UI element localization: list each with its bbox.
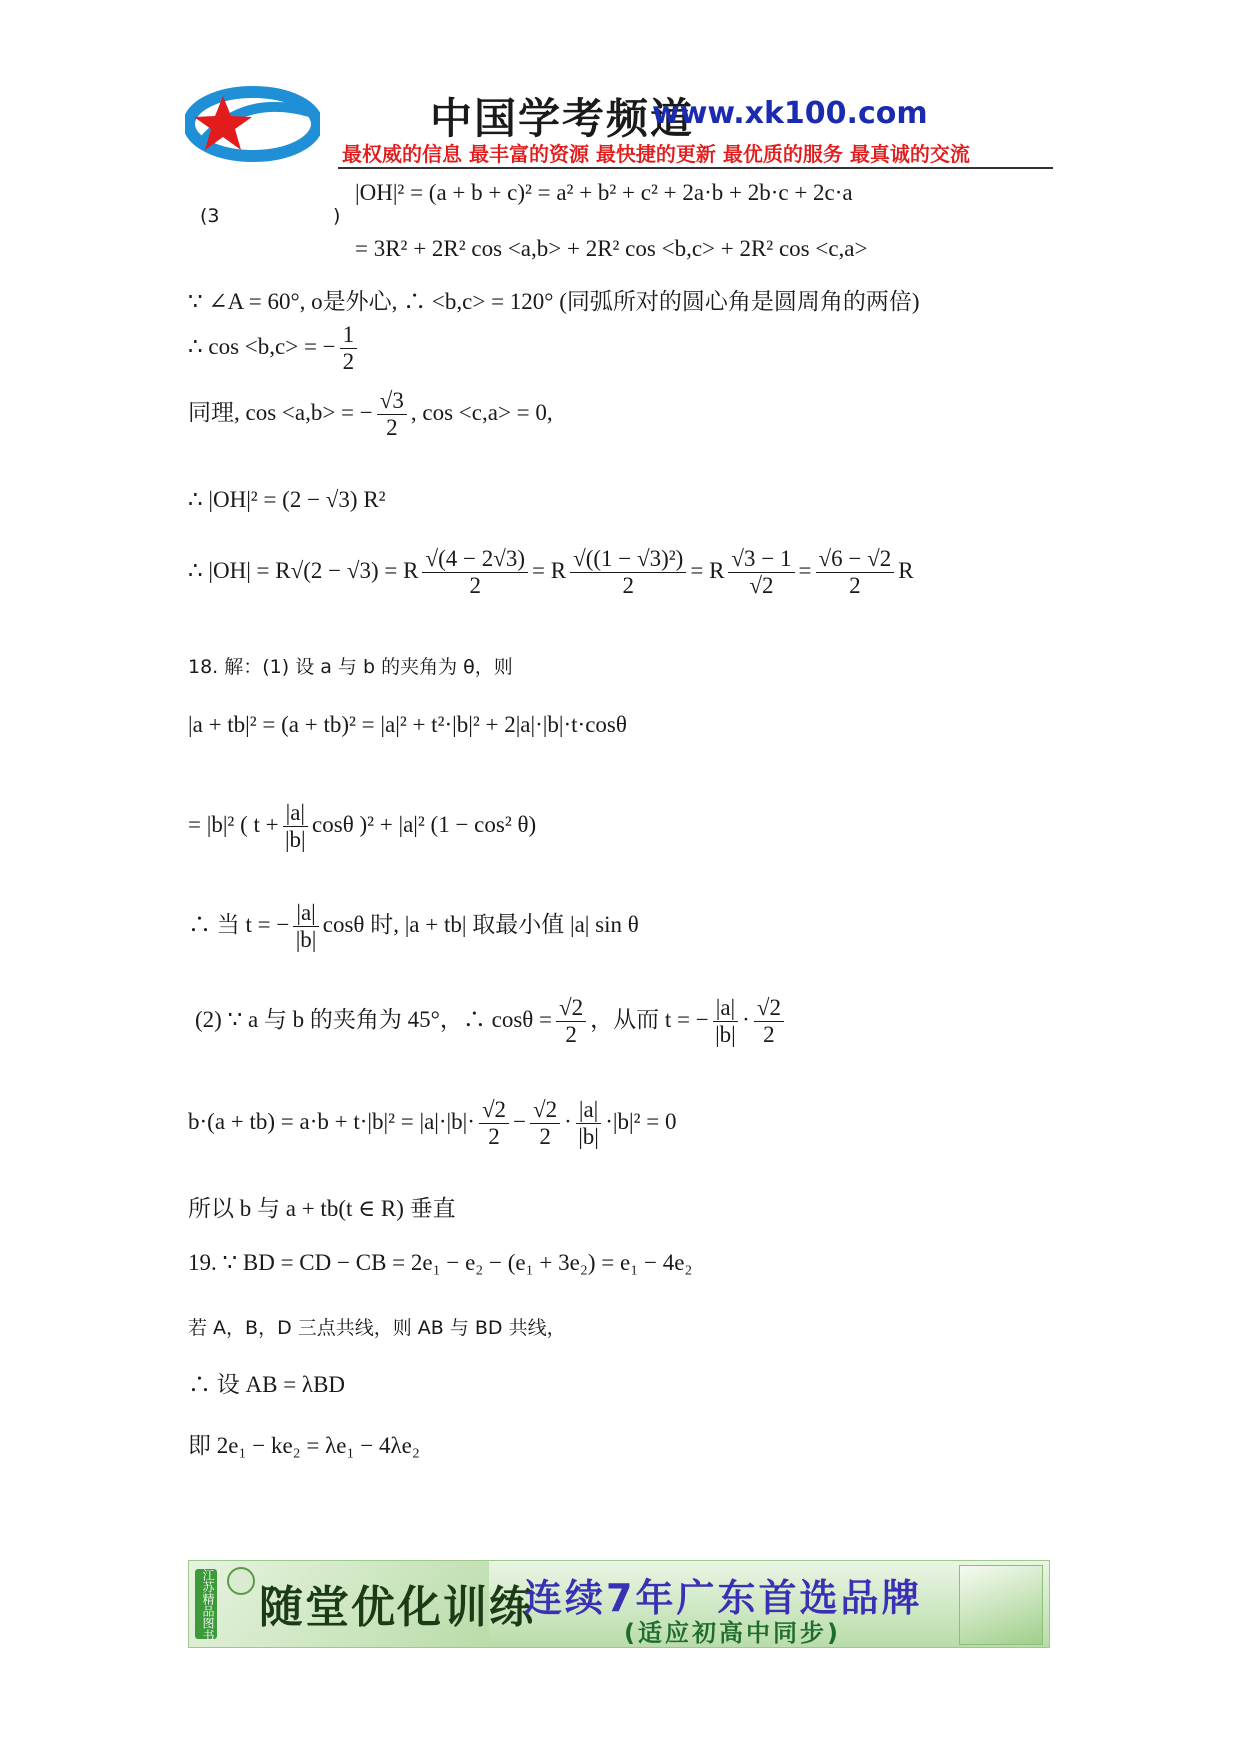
p17-line1: |OH|² = (a + b + c)² = a² + b² + c² + 2a·b + 2b·c + 2c·a <box>355 180 853 205</box>
p18-eq3: ∴ 当 t = − $\frac{|a|}{|b|}$ cosθ 时, |a + tb| 取最小值 |a| sin θ <box>188 900 639 953</box>
p18-eq2: = |b|² ( t + $\frac{|a|}{|b|}$ cosθ )² + |a|² (1 − cos² θ) <box>188 800 537 853</box>
banner-title: 随堂优化训练 <box>259 1582 535 1633</box>
banner-subtitle: (适应初高中同步) <box>624 1619 841 1647</box>
p18-eq1: |a + tb|² = (a + tb)² = |a|² + t²·|b|² + 2|a|·|b|·t·cosθ <box>188 712 627 737</box>
p17-line5: 同理, cos <a,b> = − $\frac{√3}{2}$ , cos <c,a> = 0, <box>188 388 553 441</box>
p17-line6: ∴ |OH|² = (2 − √3) R² <box>188 487 386 512</box>
p18-eq4: b·(a + tb) = a·b + t·|b|² = |a|·|b|· $\frac{√2}{2}$ − $\frac{√2}{2}$ · $\frac{|a|}{|b|}$ ·|b|² = 0 <box>188 1097 677 1150</box>
p19-line2: 若 A，B，D 三点共线，则 AB 与 BD 共线， <box>188 1317 566 1339</box>
p18-part2: (2) ∵ a 与 b 的夹角为 45°，∴ cosθ = $\frac{√2}{2}$ ，从而 t = − $\frac{|a|}{|b|}$ · $\frac{√2}{2}$ <box>195 995 788 1049</box>
site-url[interactable]: www.xk100.com <box>652 96 928 131</box>
p17-line3: ∵ ∠A = 60°, o是外心, ∴ <b,c> = 120° (同弧所对的圆心角是圆周角的两倍) <box>188 289 920 314</box>
site-logo <box>185 84 320 162</box>
p18-conclusion: 所以 b 与 a + tb(t ∈ R) 垂直 <box>188 1196 456 1221</box>
p17-line7: ∴ |OH| = R√(2 − √3) = R $\frac{√(4 - 2√3)}{2}$ = R $\frac{\text{√((1 − √3)²)}}{2}$ = R $\frac{√3 - 1}{√2}$ = $\frac{√6 - √2}{2}$ R <box>188 546 914 599</box>
book-cover-icon <box>959 1565 1043 1645</box>
header-divider <box>338 167 1053 169</box>
part-label-close: ) <box>333 205 341 227</box>
p19-line4: 即 2e₁ − ke₂ = λe₁ − 4λe₂ <box>188 1433 420 1458</box>
p17-line4: ∴ cos <b,c> = − $\frac{1}{2}$ <box>188 322 361 376</box>
p17-line2: = 3R² + 2R² cos <a,b> + 2R² cos <b,c> + 2R² cos <c,a> <box>355 236 868 261</box>
banner-slogan: 连续7年广东首选品牌 <box>524 1576 923 1620</box>
p18-intro: 18. 解：(1) 设 a 与 b 的夹角为 θ，则 <box>188 656 513 678</box>
banner-tag: 江苏精品图书 <box>195 1569 217 1639</box>
ad-banner[interactable] <box>188 1560 1050 1648</box>
brand-name: 中国学考频道 <box>430 94 695 143</box>
tagline: 最权威的信息 最丰富的资源 最快捷的更新 最优质的服务 最真诚的交流 <box>342 142 970 166</box>
part-label: (3 <box>200 205 220 227</box>
seal-icon <box>227 1567 255 1595</box>
p19-line3: ∴ 设 AB = λBD <box>188 1372 346 1397</box>
p19-line1: 19. ∵ BD = CD − CB = 2e₁ − e₂ − (e₁ + 3e₂) = e₁ − 4e₂ <box>188 1250 693 1275</box>
